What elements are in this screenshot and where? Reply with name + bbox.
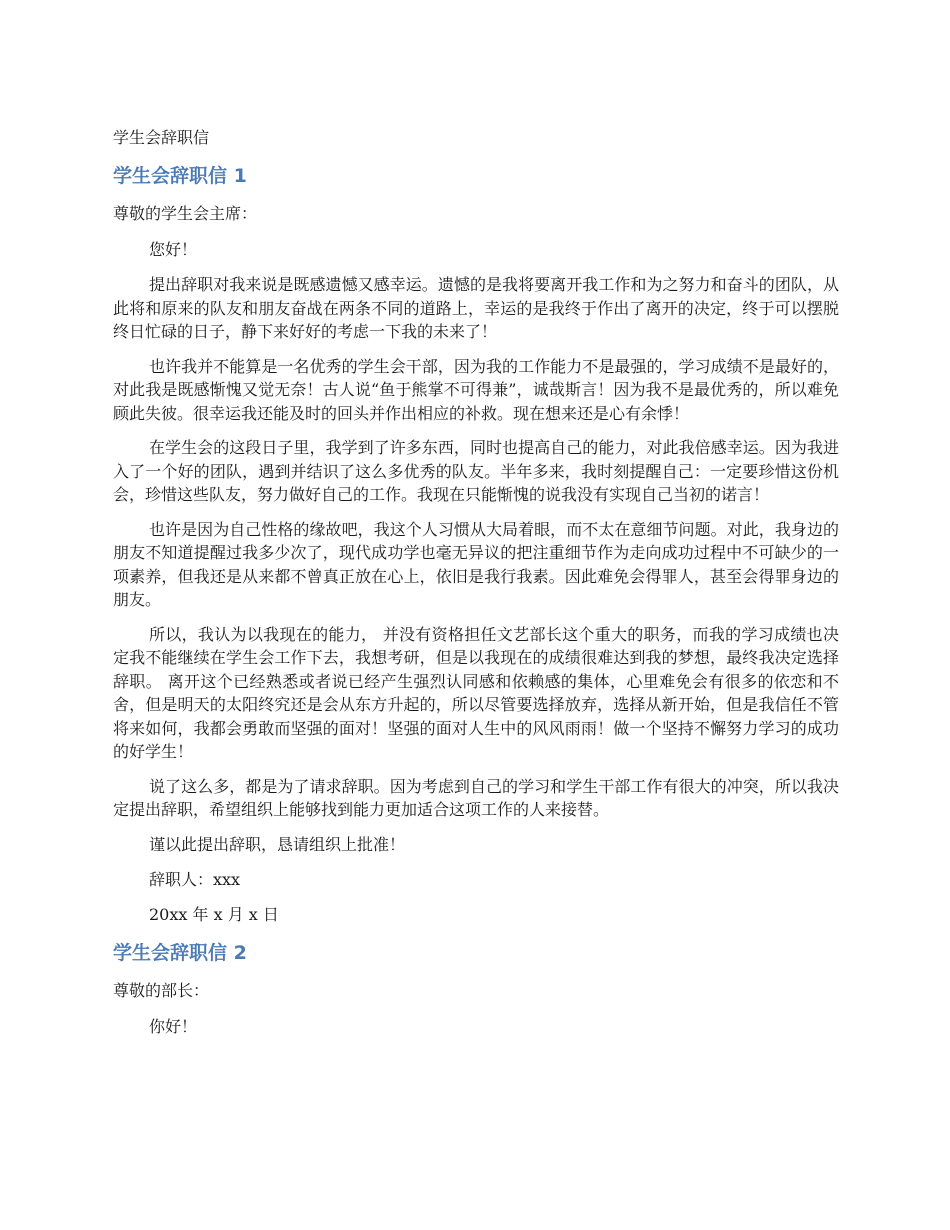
letter2-salutation: 尊敬的部长： [113,980,210,1000]
document-title: 学生会辞职信 [113,128,210,147]
letter1-salutation: 尊敬的学生会主席： [113,204,258,223]
letter1-date: 20xx 年 x 月 x 日 [149,904,279,924]
document-page [113,120,839,1050]
letter1-closing: 谨以此提出辞职，恳请组织上批准！ [149,834,406,854]
letter1-paragraph: 在学生会的这段日子里，我学到了许多东西，同时也提高自己的能力，对此我倍感幸运。因为我进入了一个好的团队，遇到并结识了这么多优秀的队友。半年多来，我时刻提醒自己：一定要珍惜这份机会，珍惜这些队友，努力做好自己的工作。我现在只能惭愧的说我没有实现自己当初的诺言！ [113,438,839,504]
letter1-paragraph: 也许我并不能算是一名优秀的学生会干部，因为我的工作能力不是最强的，学习成绩不是最好的，对此我是既感惭愧又觉无奈！古人说“鱼于熊掌不可得兼”，诚哉斯言！因为我不是最优秀的，所以难免顾此失彼。很幸运我还能及时的回头并作出相应的补救。现在想来还是心有余悸！ [113,356,839,423]
letter2-heading: 学生会辞职信 2 [113,941,247,964]
letter1-heading: 学生会辞职信 1 [113,165,247,187]
letter1-paragraph: 也许是因为自己性格的缘故吧，我这个人习惯从大局着眼，而不太在意细节问题。对此，我身边的朋友不知道提醒过我多少次了，现代成功学也毫无异议的把注重细节作为走向成功过程中不可缺少的一项素养，但我还是从来都不曾真正放在心上，依旧是我行我素。因此难免会得罪人，甚至会得罪身边的朋友。 [113,519,839,609]
letter1-paragraph: 说了这么多，都是为了请求辞职。因为考虑到自己的学习和学生干部工作有很大的冲突，所以我决定提出辞职，希望组织上能够找到能力更加适合这项工作的人来接替。 [113,776,839,819]
letter2-greeting: 你好！ [149,1016,198,1036]
letter1-greeting: 您好！ [149,240,198,259]
letter1-paragraph: 提出辞职对我来说是既感遗憾又感幸运。遗憾的是我将要离开我工作和为之努力和奋斗的团队，从此将和原来的队友和朋友奋战在两条不同的道路上，幸运的是我终于作出了离开的决定，终于可以摆脱终日忙碌的日子，静下来好好的考虑一下我的未来了！ [113,275,839,341]
letter1-paragraph: 所以，我认为以我现在的能力， 并没有资格担任文艺部长这个重大的职务，而我的学习成绩也决定我不能继续在学生会工作下去，我想考研，但是以我现在的成绩很难达到我的梦想，最终我决定选择辞职。 离开这个已经熟悉或者说已经产生强烈认同感和依赖感的集体，心里难免会有很多的依恋和不舍，但是明天的太阳终究还是会从东方升起的，所以尽管要选择放弃，选择从新开始，但是我信任不管将来如何，我都会勇敢而坚强的面对！坚强的面对人生中的风风雨雨！做一个坚持不懈努力学习的成功的好学生！ [113,624,839,761]
letter1-signature: 辞职人：xxx [149,869,241,889]
